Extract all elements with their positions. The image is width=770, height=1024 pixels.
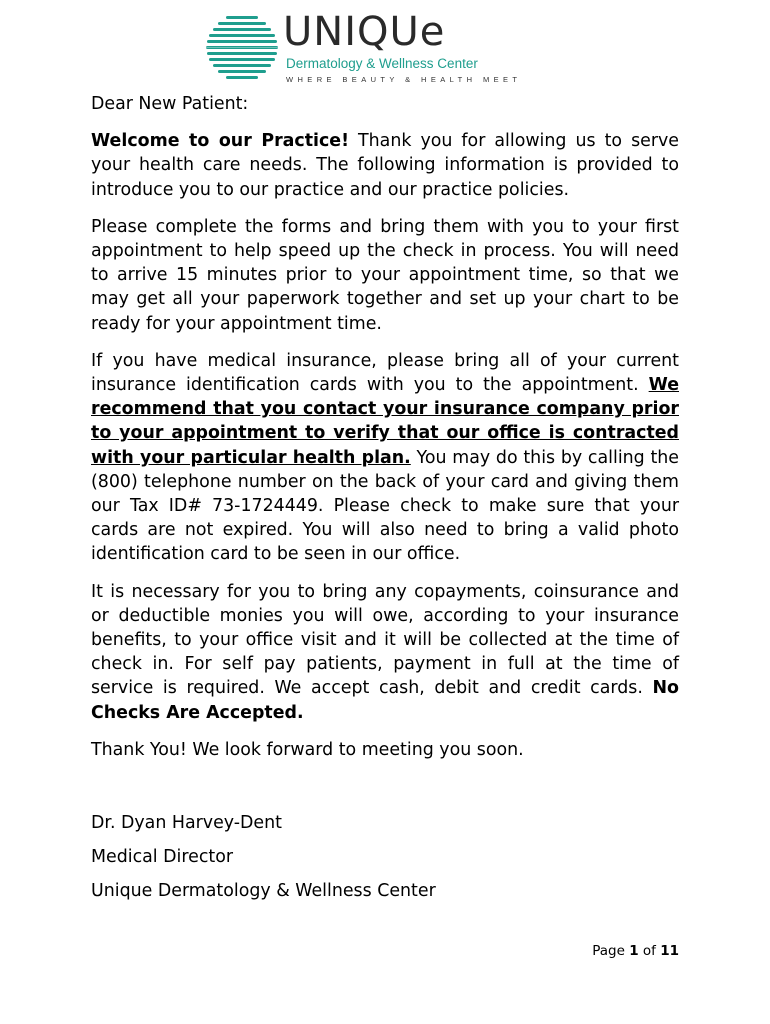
logo-tagline: WHERE BEAUTY & HEALTH MEET — [286, 75, 522, 84]
welcome-text: Thank you for allowing us to serve your health care needs. The following information is provided to introduce you to our practice and our practice policies. — [91, 131, 679, 200]
page-number — [592, 942, 679, 960]
page-total: 11 — [660, 943, 679, 959]
signer-title: Medical Director — [91, 847, 234, 867]
logo-wordmark: UNIQUe — [283, 9, 446, 55]
signer-organization: Unique Dermatology & Wellness Center — [91, 881, 436, 901]
insurance-recommendation: We recommend that you contact your insurance company prior to your appointment to verify that our office is contracted with your particular health plan. — [91, 375, 679, 468]
letter-body — [91, 92, 679, 762]
insurance-text-1: If you have medical insurance, please bring all of your current insurance identification cards with you to the appointment. — [91, 350, 679, 396]
welcome-heading: Welcome to our Practice! — [91, 131, 349, 152]
page-word: Page — [592, 943, 625, 959]
signature-block — [91, 811, 436, 913]
insurance-text-2: You may do this by calling the (800) telephone number on the back of your card and giving them our Tax ID# 73-1724449. Please check to make sure that your cards are not expired. You will also need to bring a valid photo identification card to be seen in our office. — [91, 447, 680, 565]
greeting: Dear New Patient: — [91, 94, 249, 114]
paragraph-forms: Please complete the forms and bring them with you to your first appointment to help speed up the check in process. You will need to arrive 15 minutes prior to your appointment time, so that we may get all your paperwork together and set up your chart to be ready for your appointment time. — [91, 216, 679, 334]
no-checks-notice: No Checks Are Accepted. — [91, 678, 679, 723]
signer-name: Dr. Dyan Harvey-Dent — [91, 813, 282, 833]
payment-text: It is necessary for you to bring any copayments, coinsurance and or deductible monies you will owe, according to your insurance benefits, to your office visit and it will be collected at the time of check in. For self pay patients, payment in full at the time of service is required. We accept cash, debit and credit cards. — [91, 581, 679, 699]
of-word: of — [642, 943, 656, 959]
page-current: 1 — [629, 943, 639, 959]
closing-thanks: Thank You! We look forward to meeting you soon. — [91, 739, 524, 760]
logo-stripes-icon — [206, 14, 278, 84]
logo-subtitle: Dermatology & Wellness Center — [286, 56, 478, 71]
paragraph-payment — [91, 580, 679, 725]
paragraph-welcome — [91, 129, 679, 202]
paragraph-insurance — [91, 349, 679, 567]
logo — [206, 9, 522, 86]
